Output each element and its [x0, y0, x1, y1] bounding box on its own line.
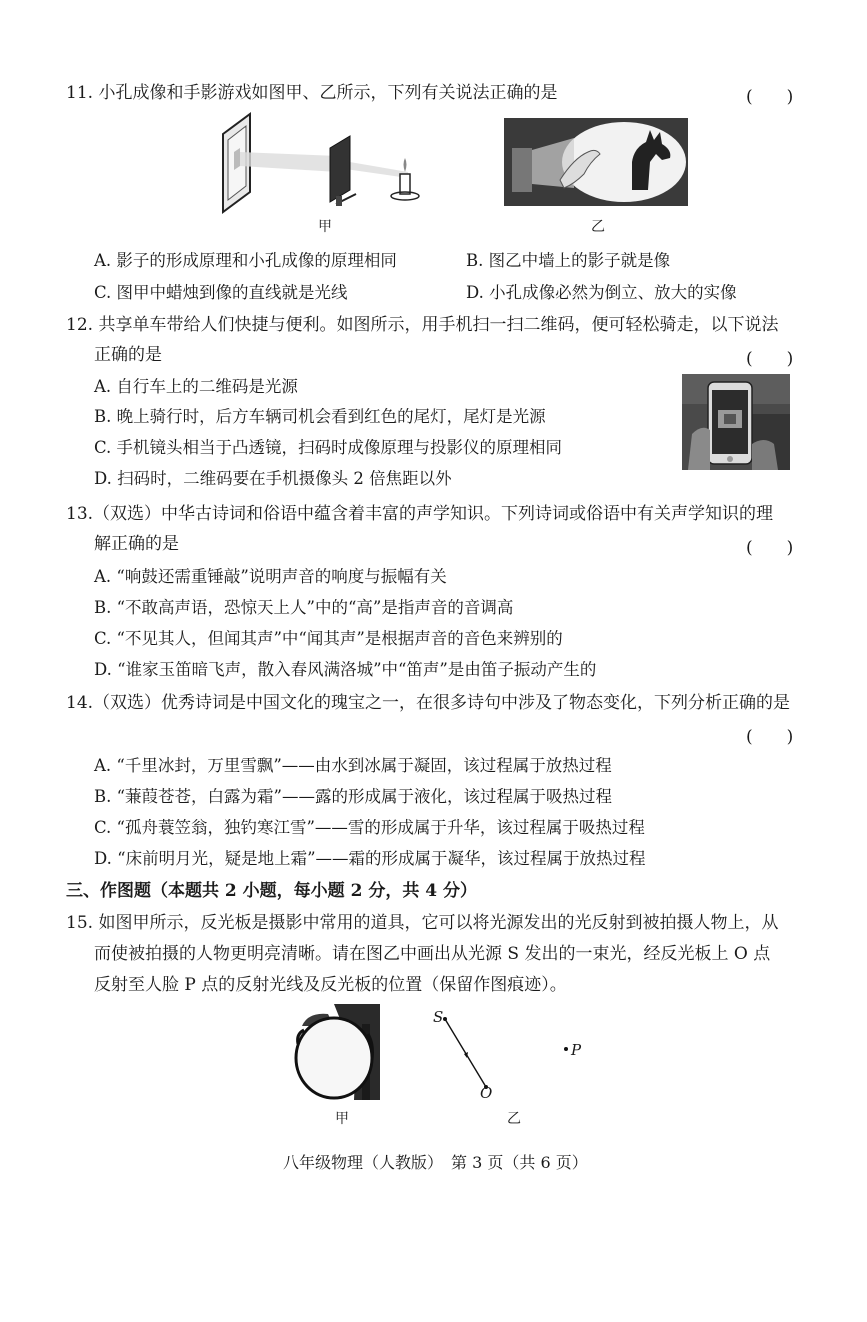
q14-option-c: C. “孤舟蓑笠翁，独钓寒江雪”——雪的形成属于升华，该过程属于吸热过程 — [94, 818, 645, 837]
q13-answer-bracket: ( ) — [746, 538, 794, 558]
hand-shadow-figure — [504, 118, 688, 206]
q14-stem: 14.（双选）优秀诗词是中国文化的瑰宝之一，在很多诗句中涉及了物态变化，下列分析正确的是 — [66, 693, 791, 713]
q11-option-a: A. 影子的形成原理和小孔成像的原理相同 — [94, 251, 397, 270]
q11-figure-a-caption: 甲 — [318, 219, 332, 235]
q14-option-d: D. “床前明月光，疑是地上霜”——霜的形成属于凝华，该过程属于放热过程 — [94, 849, 646, 868]
q11-option-d: D. 小孔成像必然为倒立、放大的实像 — [466, 283, 737, 302]
q11-stem: 11. 小孔成像和手影游戏如图甲、乙所示，下列有关说法正确的是 — [66, 83, 558, 103]
phone-scan-photo — [682, 374, 790, 470]
q11-option-b: B. 图乙中墙上的影子就是像 — [466, 251, 671, 270]
q12-option-b: B. 晚上骑行时，后方车辆司机会看到红色的尾灯，尾灯是光源 — [94, 407, 546, 426]
q15-figure-b-caption: 乙 — [507, 1111, 521, 1127]
q12-option-c: C. 手机镜头相当于凸透镜，扫码时成像原理与投影仪的原理相同 — [94, 438, 563, 457]
q13-stem-line2: 解正确的是 — [94, 534, 179, 554]
q12-stem-line1: 12. 共享单车带给人们快捷与便利。如图所示，用手机扫一扫二维码，便可轻松骑走，以下说法 — [66, 315, 779, 335]
q13-option-a: A. “响鼓还需重锤敲”说明声音的响度与振幅有关 — [94, 567, 447, 586]
label-p: P — [571, 1041, 582, 1059]
q12-option-a: A. 自行车上的二维码是光源 — [94, 377, 298, 396]
q14-option-a: A. “千里冰封，万里雪飘”——由水到冰属于凝固，该过程属于放热过程 — [94, 756, 612, 775]
q12-option-d: D. 扫码时，二维码要在手机摄像头 2 倍焦距以外 — [94, 469, 452, 488]
q12-answer-bracket: ( ) — [746, 349, 794, 369]
q14-answer-bracket: ( ) — [746, 727, 794, 747]
page-footer: 八年级物理（人教版） 第 3 页（共 6 页） — [283, 1153, 588, 1172]
q12-stem-line2: 正确的是 — [94, 345, 162, 365]
ray-diagram — [430, 1008, 590, 1100]
q11-figure-b-caption: 乙 — [591, 219, 605, 235]
q13-option-b: B. “不敢高声语，恐惊天上人”中的“高”是指声音的音调高 — [94, 598, 514, 617]
reflector-board-photo — [294, 1004, 380, 1100]
q13-option-c: C. “不见其人，但闻其声”中“闻其声”是根据声音的音色来辨别的 — [94, 629, 563, 648]
label-s: S — [433, 1008, 444, 1026]
label-o: O — [480, 1084, 493, 1102]
pinhole-figure — [218, 114, 428, 214]
q13-option-d: D. “谁家玉笛暗飞声，散入春风满洛城”中“笛声”是由笛子振动产生的 — [94, 660, 597, 679]
q15-line3: 反射至人脸 P 点的反射光线及反光板的位置（保留作图痕迹）。 — [94, 975, 567, 995]
q11-answer-bracket: ( ) — [746, 87, 794, 107]
q15-figure-a-caption: 甲 — [335, 1111, 349, 1127]
q15-line2: 而使被拍摄的人物更明亮清晰。请在图乙中画出从光源 S 发出的一束光，经反光板上 O 点 — [94, 944, 771, 964]
section-3-heading: 三、作图题（本题共 2 小题，每小题 2 分，共 4 分） — [66, 881, 477, 901]
q11-option-c: C. 图甲中蜡烛到像的直线就是光线 — [94, 283, 348, 302]
q14-option-b: B. “蒹葭苍苍，白露为霜”——露的形成属于液化，该过程属于吸热过程 — [94, 787, 612, 806]
q13-stem-line1: 13.（双选）中华古诗词和俗语中蕴含着丰富的声学知识。下列诗词或俗语中有关声学知识的理 — [66, 504, 774, 524]
q15-line1: 15. 如图甲所示，反光板是摄影中常用的道具，它可以将光源发出的光反射到被拍摄人物上，从 — [66, 913, 779, 933]
